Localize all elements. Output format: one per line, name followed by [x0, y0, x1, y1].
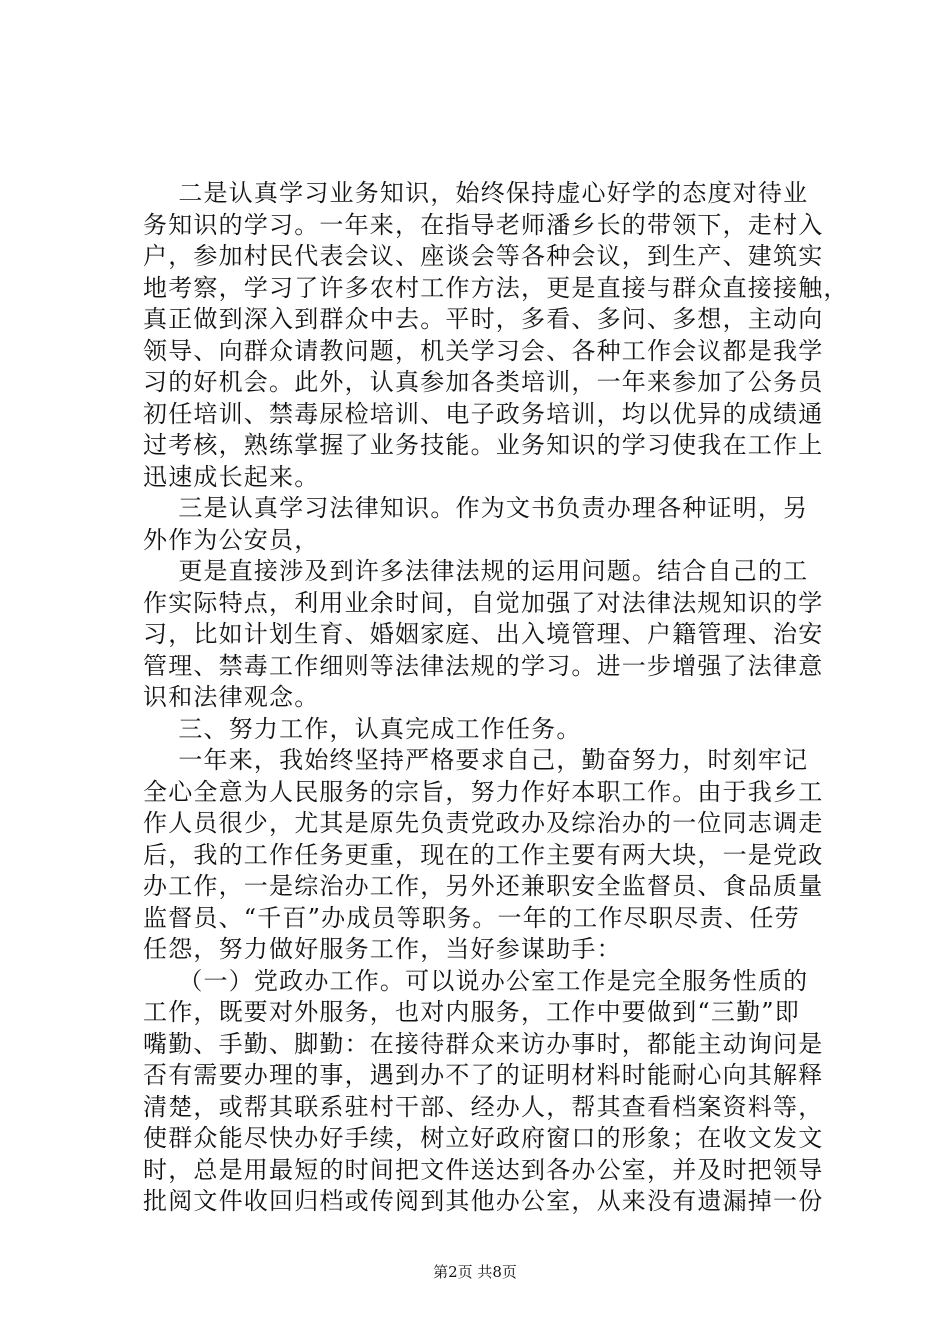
- text-line: 监督员、“千百”办成员等职务。一年的工作尽职尽责、任劳: [143, 903, 800, 932]
- text-line: 初任培训、禁毒尿检培训、电子政务培训，均以优异的成绩通: [143, 399, 824, 428]
- text-line: （一）党政办工作。可以说办公室工作是完全服务性质的: [143, 966, 809, 995]
- text-line: 作人员很少，尤其是原先负责党政办及综治办的一位同志调走: [143, 809, 824, 837]
- text-line: 二是认真学习业务知识，始终保持虚心好学的态度对待业: [143, 179, 809, 207]
- text-line: 嘴勤、手勤、脚勤：在接待群众来访办事时，都能主动询问是: [143, 1029, 824, 1058]
- text-line: 全心全意为人民服务的宗旨，努力作好本职工作。由于我乡工: [143, 777, 824, 806]
- text-line: 真正做到深入到群众中去。平时，多看、多问、多想，主动向: [143, 305, 824, 333]
- text-line: 迅速成长起来。: [143, 462, 320, 491]
- text-line: 三、努力工作，认真完成工作任务。: [143, 714, 582, 743]
- text-line: 管理、禁毒工作细则等法律法规的学习。进一步增强了法律意: [143, 651, 824, 680]
- text-line: 后，我的工作任务更重，现在的工作主要有两大块，一是党政: [143, 840, 824, 869]
- text-line: 户，参加村民代表会议、座谈会等各种会议，到生产、建筑实: [143, 242, 824, 270]
- text-line: 习的好机会。此外，认真参加各类培训，一年来参加了公务员: [143, 368, 824, 396]
- text-line: 办工作，一是综治办工作，另外还兼职安全监督员、食品质量: [143, 872, 824, 900]
- text-line: 时，总是用最短的时间把文件送达到各办公室，并及时把领导: [143, 1155, 824, 1184]
- text-line: 领导、向群众请教问题，机关学习会、各种工作会议都是我学: [143, 336, 824, 365]
- body-text: [143, 178, 849, 1218]
- text-line: 使群众能尽快办好手续，树立好政府窗口的形象；在收文发文: [143, 1124, 824, 1152]
- text-line: 外作为公安员，: [143, 525, 320, 554]
- text-line: 工作，既要对外服务，也对内服务，工作中要做到“三勤”即: [143, 998, 800, 1026]
- text-line: 一年来，我始终坚持严格要求自己，勤奋努力，时刻牢记: [143, 746, 809, 774]
- page-footer: 第2页 共8页: [433, 1263, 517, 1281]
- text-line: 批阅文件收回归档或传阅到其他办公室，从来没有遗漏掉一份: [143, 1187, 824, 1215]
- text-line: 务知识的学习。一年来，在指导老师潘乡长的带领下，走村入: [143, 210, 824, 239]
- text-line: 地考察，学习了许多农村工作方法，更是直接与群众直接接触，: [143, 273, 849, 302]
- text-line: 识和法律观念。: [143, 683, 320, 711]
- text-line: 更是直接涉及到许多法律法规的运用问题。结合自己的工: [143, 557, 809, 585]
- text-line: 过考核，熟练掌握了业务技能。业务知识的学习使我在工作上: [143, 431, 824, 459]
- text-line: 习，比如计划生育、婚姻家庭、出入境管理、户籍管理、治安: [143, 620, 824, 648]
- text-line: 否有需要办理的事，遇到办不了的证明材料时能耐心向其解释: [143, 1061, 824, 1089]
- text-line: 任怨，努力做好服务工作，当好参谋助手：: [143, 935, 622, 963]
- text-line: 三是认真学习法律知识。作为文书负责办理各种证明，另: [143, 494, 809, 522]
- text-line: 清楚，或帮其联系驻村干部、经办人，帮其查看档案资料等，: [143, 1092, 824, 1121]
- text-line: 作实际特点，利用业余时间，自觉加强了对法律法规知识的学: [143, 588, 824, 617]
